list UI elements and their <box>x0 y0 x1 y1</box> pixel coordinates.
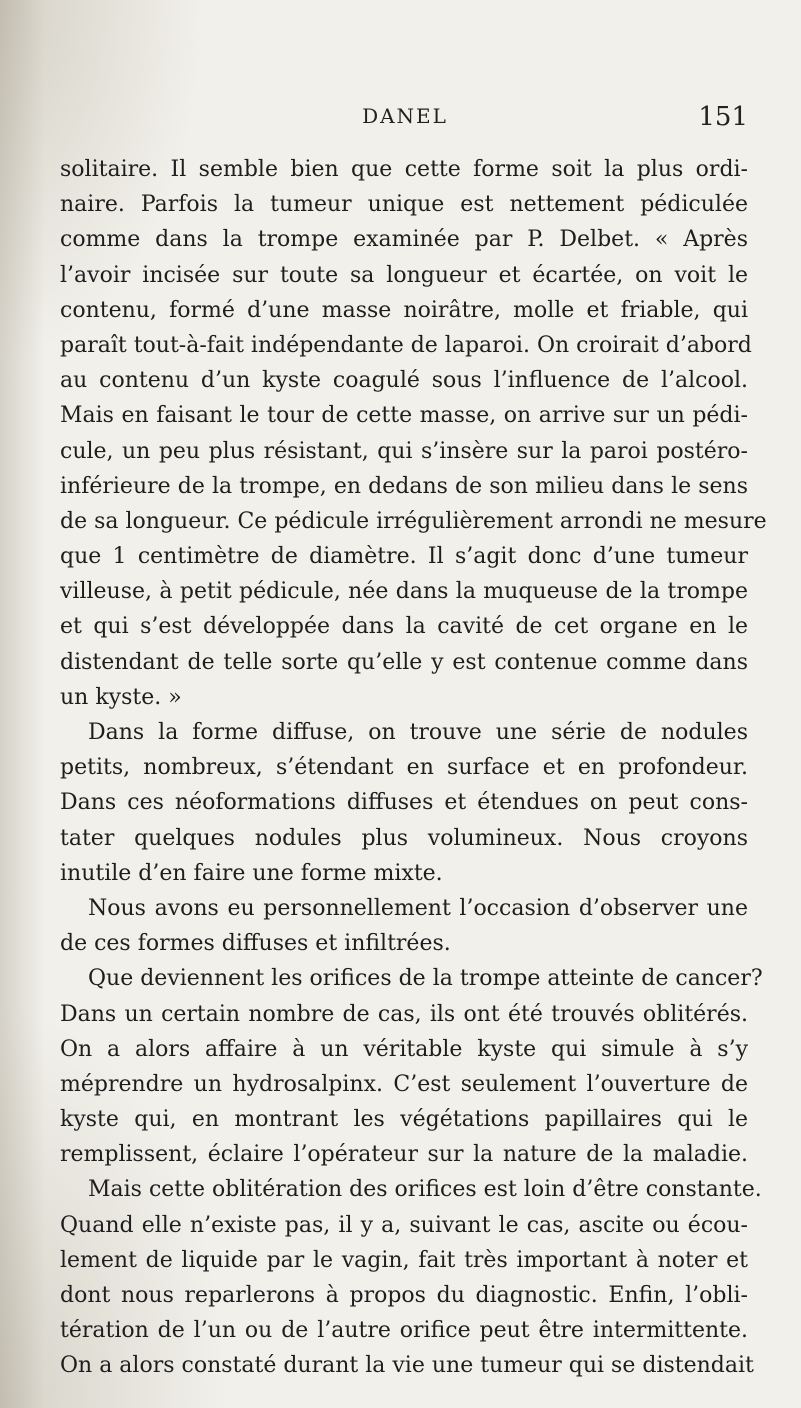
text-line: Mais cette oblitération des orifices est loin d’être constante. <box>88 1177 762 1203</box>
text-line: On a alors constaté durant la vie une tumeur qui se distendait <box>60 1353 754 1379</box>
text-line: l’avoir incisée sur toute sa longueur et écartée, on voit le <box>60 262 748 288</box>
text-line: petits, nombreux, s’étendant en surface et en profondeur. <box>60 755 748 781</box>
text-line: naire. Parfois la tumeur unique est nettement pédiculée <box>60 192 748 218</box>
text-line: tération de l’un ou de l’autre orifice peut être intermittente. <box>60 1318 748 1344</box>
text-line: kyste qui, en montrant les végétations papillaires qui le <box>60 1107 748 1133</box>
text-line: Que deviennent les orifices de la trompe atteinte de cancer? <box>88 966 763 992</box>
text-line: Quand elle n’existe pas, il y a, suivant le cas, ascite ou écou- <box>60 1212 748 1238</box>
text-line: de sa longueur. Ce pédicule irrégulièrement arrondi ne mesure <box>60 508 767 534</box>
text-line: inférieure de la trompe, en dedans de son milieu dans le sens <box>60 473 748 499</box>
text-line: paraît tout-à-fait indépendante de laparoi. On croirait d’abord <box>60 332 752 358</box>
text-line: dont nous reparlerons à propos du diagnostic. Enfin, l’obli- <box>60 1283 748 1308</box>
text-line: de ces formes diffuses et infiltrées. <box>60 931 451 957</box>
text-line: Dans un certain nombre de cas, ils ont été trouvés oblitérés. <box>60 1001 748 1027</box>
text-line: et qui s’est développée dans la cavité de cet organe en le <box>60 614 748 640</box>
text-line: On a alors affaire à un véritable kyste qui simule à s’y <box>60 1036 748 1062</box>
text-line: Mais en faisant le tour de cette masse, on arrive sur un pédi- <box>60 403 748 429</box>
text-line: solitaire. Il semble bien que cette forme soit la plus ordi- <box>60 157 748 182</box>
text-line: au contenu d’un kyste coagulé sous l’influence de l’alcool. <box>60 368 748 394</box>
text-line: lement de liquide par le vagin, fait très important à noter et <box>60 1247 748 1273</box>
text-line: un kyste. » <box>60 684 182 710</box>
running-title: DANEL <box>362 104 448 128</box>
text-line: villeuse, à petit pédicule, née dans la muqueuse de la trompe <box>60 579 748 605</box>
text-line: remplissent, éclaire l’opérateur sur la nature de la maladie. <box>60 1142 748 1168</box>
text-line: comme dans la trompe examinée par P. Delbet. « Après <box>60 227 748 253</box>
page-number: 151 <box>698 102 748 132</box>
text-line: contenu, formé d’une masse noirâtre, molle et friable, qui <box>60 297 748 323</box>
text-line: Dans la forme diffuse, on trouve une série de nodules <box>88 720 748 745</box>
text-line: inutile d’en faire une forme mixte. <box>60 860 443 886</box>
text-line: que 1 centimètre de diamètre. Il s’agit donc d’une tumeur <box>60 544 748 570</box>
text-line: méprendre un hydrosalpinx. C’est seulement l’ouverture de <box>60 1071 748 1097</box>
text-line: distendant de telle sorte qu’elle y est contenue comme dans <box>60 649 748 675</box>
text-line: Dans ces néoformations diffuses et étendues on peut cons- <box>60 790 748 816</box>
page-header <box>60 102 750 142</box>
text-line: Nous avons eu personnellement l’occasion d’observer une <box>88 895 748 921</box>
text-line: cule, un peu plus résistant, qui s’insère sur la paroi postéro- <box>60 438 748 464</box>
text-line: tater quelques nodules plus volumineux. Nous croyons <box>60 825 748 851</box>
body-text <box>60 152 767 1384</box>
